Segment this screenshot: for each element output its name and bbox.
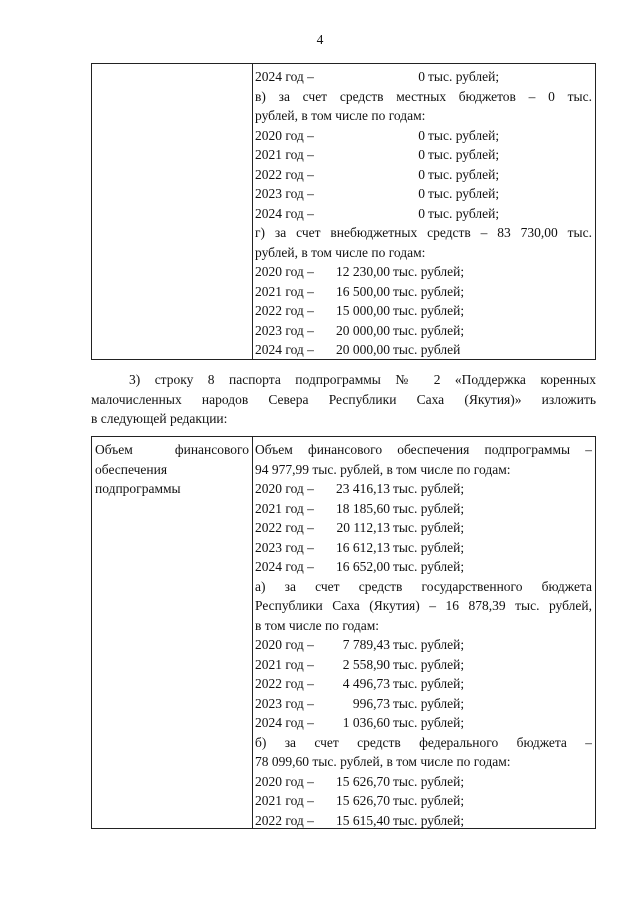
funding-year-row: [255, 772, 592, 792]
year-label: 2023 год –: [255, 539, 314, 555]
amount-unit: тыс. рублей;: [393, 637, 465, 652]
year-label: 2024 год –: [255, 715, 314, 730]
funding-year-row: [255, 655, 592, 675]
amount-unit: тыс. рублей;: [428, 166, 500, 182]
left-cell-line: подпрограммы: [95, 481, 181, 496]
funding-text-line: а) за счет средств государственного бюджета: [255, 578, 592, 594]
amount-unit: тыс. рублей;: [428, 147, 500, 162]
amount-value: 20 000,00: [336, 342, 390, 357]
funding-text-line: рублей, в том числе по годам:: [255, 108, 426, 123]
funding-year-row: [255, 499, 592, 519]
amount-unit: тыс. рублей;: [393, 656, 465, 672]
table2-right-cell: [253, 440, 595, 830]
funding-text-line: 94 977,99 тыс. рублей, в том числе по годам:: [255, 461, 511, 477]
amount-value: 2 558,90: [342, 656, 390, 672]
amount-unit: тыс. рублей;: [393, 715, 465, 730]
funding-year-row: [255, 713, 592, 733]
amount-unit: тыс. рублей;: [393, 283, 465, 299]
paragraph-line: малочисленных народов Севера Республики Саха (Якутия)» изложить: [91, 391, 596, 407]
year-label: 2024 год –: [255, 69, 314, 84]
amount-value: 16 652,00: [336, 559, 390, 574]
funding-text-line: в) за счет средств местных бюджетов – 0 тыс.: [255, 88, 592, 104]
amount-unit: тыс. рублей: [393, 342, 461, 357]
table2-left-cell: [92, 440, 252, 499]
amount-value: 996,73: [352, 695, 390, 711]
funding-year-row: [255, 635, 592, 655]
year-label: 2020 год –: [255, 481, 314, 496]
funding-year-row: [255, 321, 592, 341]
year-label: 2023 год –: [255, 186, 314, 201]
amendment-paragraph: [91, 370, 596, 429]
year-label: 2021 год –: [255, 500, 314, 516]
amount-unit: тыс. рублей;: [393, 695, 465, 711]
year-label: 2023 год –: [255, 322, 314, 338]
left-cell-line: Объем финансового: [95, 442, 249, 457]
funding-year-row: [255, 340, 592, 360]
left-cell-line: обеспечения: [95, 461, 168, 477]
paragraph-line: в следующей редакции:: [91, 411, 228, 426]
amount-unit: тыс. рублей;: [428, 186, 500, 201]
funding-text-line: 78 099,60 тыс. рублей, в том числе по годам:: [255, 754, 511, 769]
page-number: 4: [316, 32, 324, 47]
amount-value: 18 185,60: [336, 500, 390, 516]
funding-year-row: [255, 301, 592, 321]
funding-year-row: [255, 694, 592, 714]
funding-text-line: г) за счет внебюджетных средств – 83 730,00 тыс.: [255, 225, 592, 240]
funding-year-row: [255, 791, 592, 811]
amount-unit: тыс. рублей;: [393, 559, 465, 574]
amount-value: 20 000,00: [336, 322, 390, 338]
amount-value: 7 789,43: [342, 637, 390, 652]
year-label: 2022 год –: [255, 676, 314, 691]
year-label: 2021 год –: [255, 283, 314, 299]
amount-unit: тыс. рублей;: [393, 500, 465, 516]
amount-value: 0: [418, 205, 425, 221]
funding-year-row: [255, 145, 592, 165]
year-label: 2022 год –: [255, 303, 314, 318]
amount-unit: тыс. рублей;: [393, 481, 465, 496]
funding-year-row: [255, 262, 592, 282]
amount-value: 23 416,13: [336, 481, 390, 496]
year-label: 2022 год –: [255, 812, 314, 828]
amount-unit: тыс. рублей;: [393, 812, 465, 828]
amount-value: 15 615,40: [336, 812, 390, 828]
year-label: 2020 год –: [255, 637, 314, 652]
funding-text-line: рублей, в том числе по годам:: [255, 244, 426, 260]
amount-unit: тыс. рублей;: [393, 264, 465, 279]
amount-unit: тыс. рублей;: [428, 205, 500, 221]
amount-value: 0: [418, 127, 425, 143]
year-label: 2023 год –: [255, 695, 314, 711]
funding-text-line: Республики Саха (Якутия) – 16 878,39 тыс. рублей,: [255, 598, 592, 613]
paragraph-line: 3) строку 8 паспорта подпрограммы № 2 «Поддержка коренных: [129, 372, 596, 387]
year-label: 2021 год –: [255, 793, 314, 808]
year-label: 2021 год –: [255, 147, 314, 162]
amount-unit: тыс. рублей;: [393, 793, 465, 808]
funding-year-row: [255, 518, 592, 538]
amount-value: 12 230,00: [336, 264, 390, 279]
year-label: 2024 год –: [255, 342, 314, 357]
amount-value: 15 626,70: [336, 793, 390, 808]
amount-unit: тыс. рублей;: [428, 69, 500, 84]
year-label: 2021 год –: [255, 656, 314, 672]
funding-year-row: [255, 557, 592, 577]
funding-year-row: [255, 674, 592, 694]
funding-year-row: [255, 204, 592, 224]
funding-year-row: [255, 282, 592, 302]
year-label: 2020 год –: [255, 773, 314, 789]
funding-text-line: б) за счет средств федерального бюджета –: [255, 734, 592, 750]
amount-value: 4 496,73: [342, 676, 390, 691]
funding-year-row: [255, 126, 592, 146]
subprogram-funding-table: [91, 436, 596, 829]
amount-value: 0: [418, 186, 425, 201]
funding-year-row: [255, 67, 592, 87]
funding-year-row: [255, 479, 592, 499]
amount-unit: тыс. рублей;: [393, 539, 465, 555]
year-label: 2022 год –: [255, 166, 314, 182]
funding-year-row: [255, 811, 592, 831]
funding-year-row: [255, 538, 592, 558]
amount-value: 1 036,60: [342, 715, 390, 730]
year-label: 2024 год –: [255, 559, 314, 574]
amount-value: 0: [418, 69, 425, 84]
amount-value: 15 626,70: [336, 773, 390, 789]
year-label: 2022 год –: [255, 520, 314, 535]
amount-unit: тыс. рублей;: [393, 773, 465, 789]
amount-value: 16 612,13: [336, 539, 390, 555]
table1-right-cell: [253, 67, 595, 360]
amount-value: 0: [418, 147, 425, 162]
funding-text-line: Объем финансового обеспечения подпрограммы –: [255, 442, 592, 457]
amount-value: 20 112,13: [336, 520, 390, 535]
amount-value: 15 000,00: [336, 303, 390, 318]
funding-table-continued: [91, 63, 596, 360]
amount-value: 0: [418, 166, 425, 182]
amount-unit: тыс. рублей;: [393, 676, 465, 691]
funding-text-line: в том числе по годам:: [255, 617, 380, 633]
year-label: 2024 год –: [255, 205, 314, 221]
amount-unit: тыс. рублей;: [393, 303, 465, 318]
amount-unit: тыс. рублей;: [393, 322, 465, 338]
amount-value: 16 500,00: [336, 283, 390, 299]
amount-unit: тыс. рублей;: [428, 127, 500, 143]
funding-year-row: [255, 184, 592, 204]
amount-unit: тыс. рублей;: [393, 520, 465, 535]
year-label: 2020 год –: [255, 127, 314, 143]
year-label: 2020 год –: [255, 264, 314, 279]
funding-year-row: [255, 165, 592, 185]
